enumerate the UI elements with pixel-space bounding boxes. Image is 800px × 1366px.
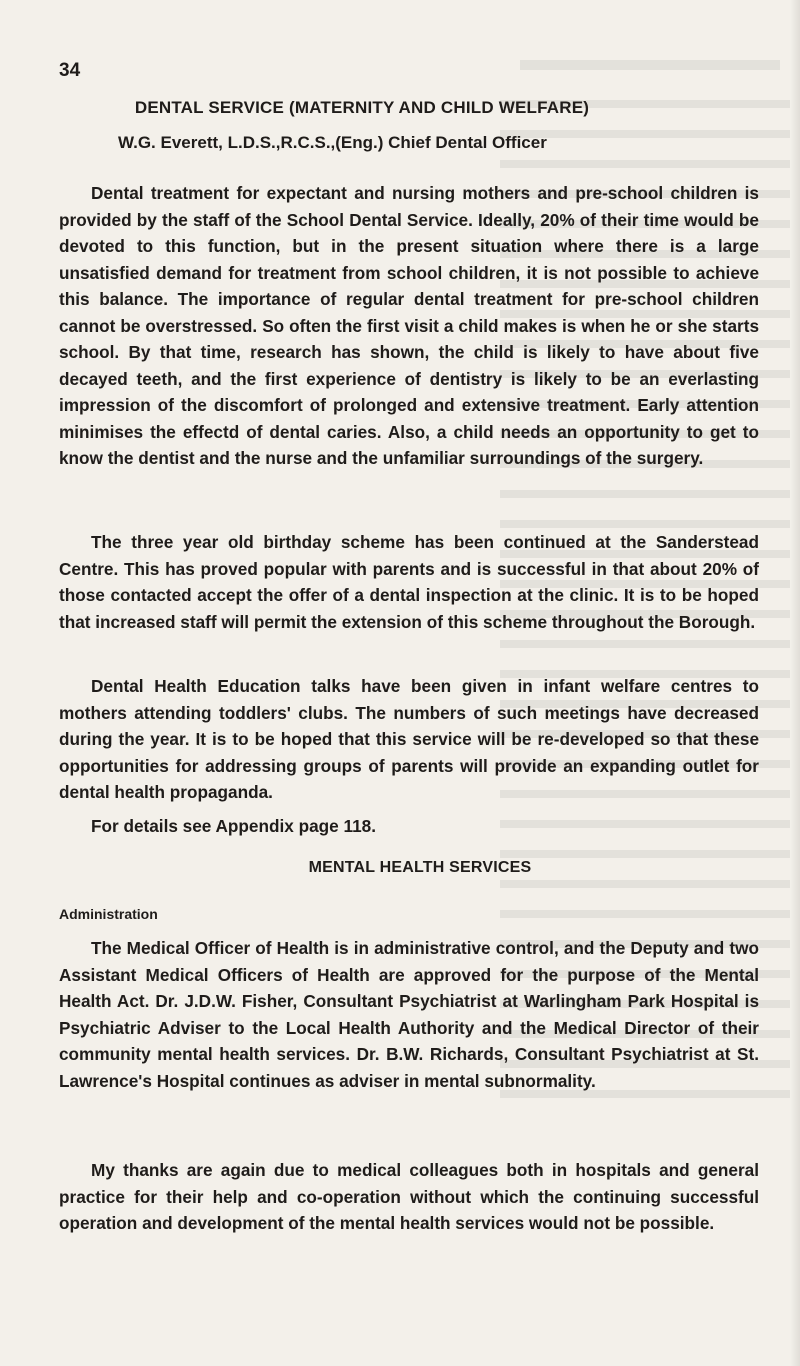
page-number: 34 xyxy=(59,60,81,81)
dental-paragraph-2: The three year old birthday scheme has been continued at the Sanderstead Centre. This has proved popular with parents and is successful in that about 20% of those contacted accept the offer of a dental inspection at the clinic. It is to be hoped that increased staff will permit the extension of this scheme throughout the Borough. xyxy=(59,532,759,632)
mental-health-heading: MENTAL HEALTH SERVICES xyxy=(308,859,532,876)
dental-officer-line: W.G. Everett, L.D.S.,R.C.S.,(Eng.) Chief Dental Officer xyxy=(118,133,547,152)
dental-service-heading: DENTAL SERVICE (MATERNITY AND CHILD WELFARE) xyxy=(134,98,590,117)
dental-paragraph-3: Dental Health Education talks have been given in infant welfare centres to mothers attending toddlers' clubs. The numbers of such meetings have decreased during the year. It is to be hoped that this service will be re-developed so that these opportunities for addressing groups of parents will provide an expanding outlet for dental health propaganda. xyxy=(59,676,759,802)
mental-paragraph-1: The Medical Officer of Health is in administrative control, and the Deputy and two Assistant Medical Officers of Health are approved for the purpose of the Mental Health Act. Dr. J.D.W. Fisher, Consultant Psychiatrist at Warlingham Park Hospital is Psychiatric Adviser to the Local Health Authority and the Medical Director of their community mental health services. Dr. B.W. Richards, Consultant Psychiatrist at St. Lawrence's Hospital continues as adviser in mental subnormality. xyxy=(59,938,759,1091)
appendix-reference: For details see Appendix page 118. xyxy=(91,816,376,836)
administration-subheading: Administration xyxy=(59,906,158,922)
page-edge-shadow xyxy=(790,0,800,1366)
dental-paragraph-1: Dental treatment for expectant and nursing mothers and pre-school children is provided by the staff of the School Dental Service. Ideally, 20% of their time would be devoted to this function, but in the present situation where there is a large unsatisfied demand for treatment from school children, it is not possible to achieve this balance. The importance of regular dental treatment for pre-school children cannot be overstressed. So often the first visit a child makes is when he or she starts school. By that time, research has shown, the child is likely to have about five decayed teeth, and the first experience of dentistry is likely to be an everlasting impression of the discomfort of prolonged and extensive treatment. Early attention minimises the effectd of dental caries. Also, a child needs an opportunity to get to know the dentist and the nurse and the unfamiliar surroundings of the surgery. xyxy=(59,183,759,468)
mental-paragraph-2: My thanks are again due to medical colleagues both in hospitals and general practice for their help and co-operation without which the continuing successful operation and development of the mental health services would not be possible. xyxy=(59,1160,759,1233)
